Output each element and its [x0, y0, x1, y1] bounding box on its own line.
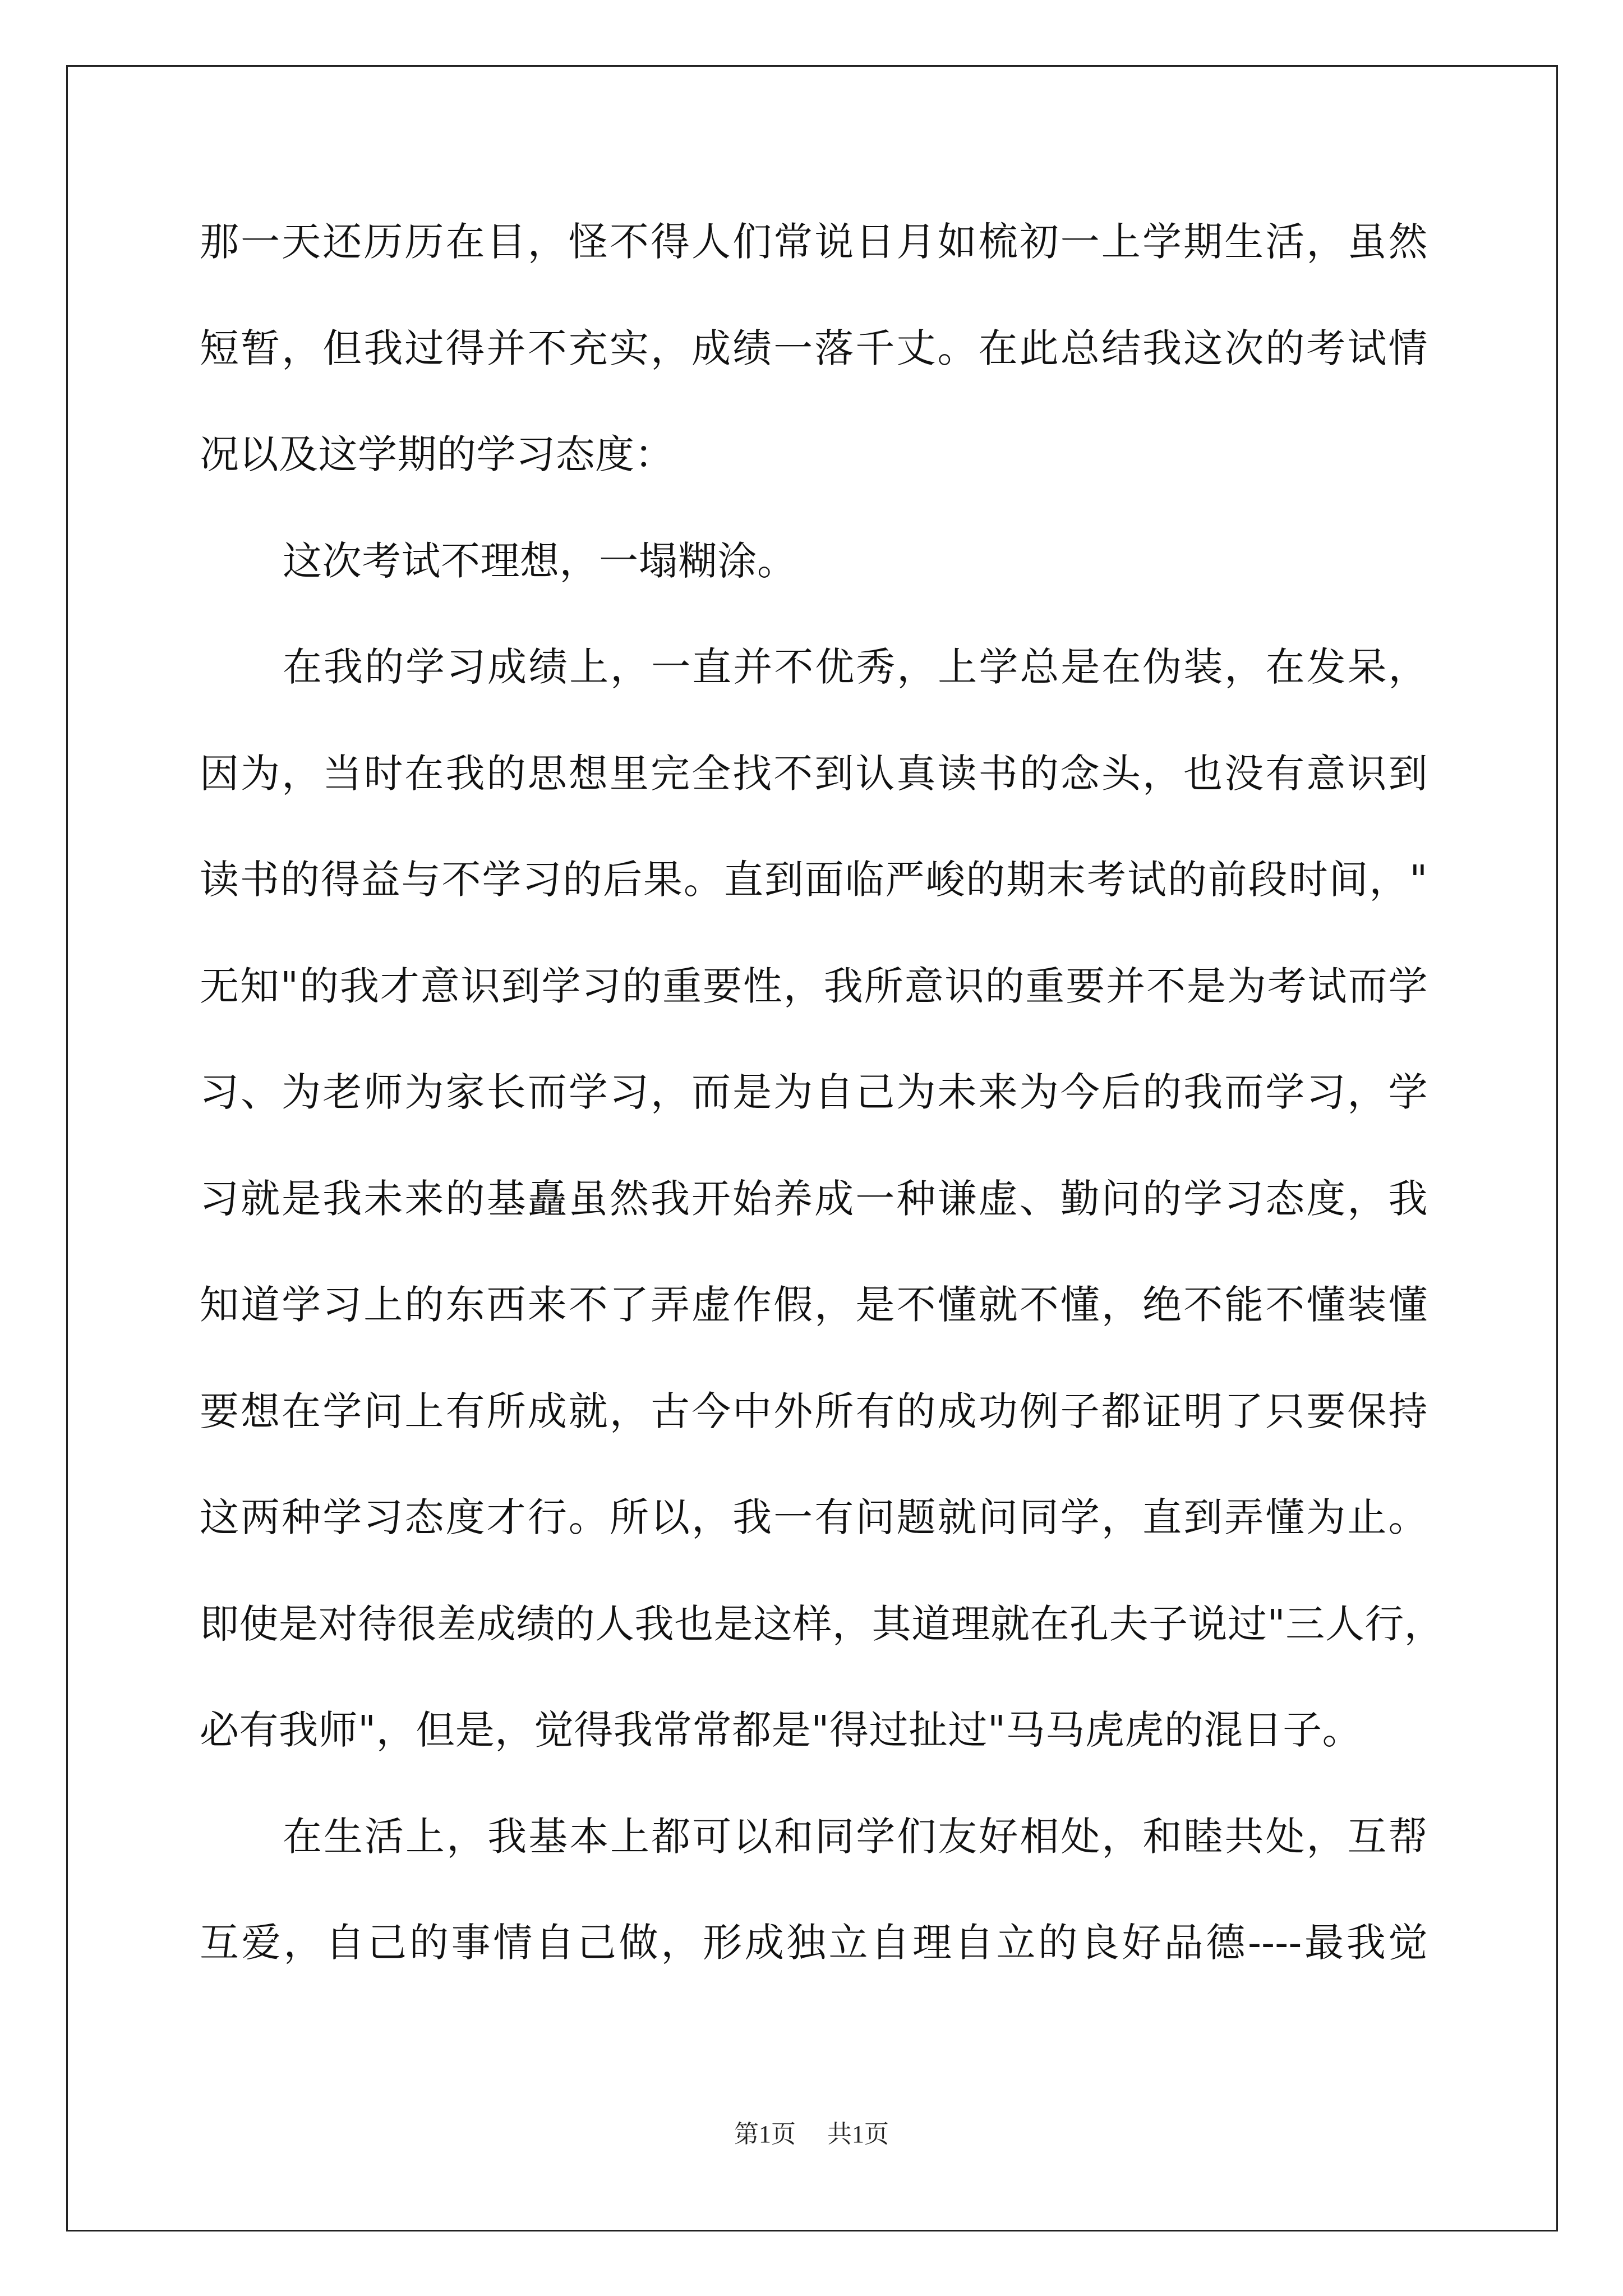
page-number-total: 共1页	[827, 2120, 889, 2148]
text-line: 要想在学问上有所成就，古今中外所有的成功例子都证明了只要保持	[200, 1388, 1428, 1434]
paragraph-start-line: 在生活上，我基本上都可以和同学们友好相处，和睦共处，互帮	[283, 1813, 1428, 1860]
text-line: 必有我师"，但是，觉得我常常都是"得过扯过"马马虎虎的混日子。	[200, 1707, 1362, 1753]
text-line: 习就是我未来的基矗虽然我开始养成一种谦虚、勤问的学习态度，我	[200, 1175, 1428, 1222]
text-line: 短暂，但我过得并不充实，成绩一落千丈。在此总结我这次的考试情	[200, 325, 1428, 371]
text-line: 互爱，自己的事情自己做，形成独立自理自立的良好品德----最我觉	[200, 1920, 1428, 1966]
paragraph-start-line: 在我的学习成绩上，一直并不优秀，上学总是在伪装，在发呆，	[283, 644, 1428, 690]
document-body	[200, 219, 1444, 2030]
text-line: 读书的得益与不学习的后果。直到面临严峻的期末考试的前段时间，"	[200, 857, 1428, 903]
text-line: 因为，当时在我的思想里完全找不到认真读书的念头，也没有意识到	[200, 750, 1428, 797]
text-line: 习、为老师为家长而学习，而是为自己为未来为今后的我而学习，学	[200, 1069, 1428, 1115]
text-line: 知道学习上的东西来不了弄虚作假，是不懂就不懂，绝不能不懂装懂	[200, 1282, 1428, 1328]
text-line: 这两种学习态度才行。所以，我一有问题就问同学，直到弄懂为止。	[200, 1494, 1428, 1540]
text-line: 无知"的我才意识到学习的重要性，我所意识的重要并不是为考试而学	[200, 963, 1428, 1009]
text-line: 即使是对待很差成绩的人我也是这样，其道理就在孔夫子说过"三人行，	[200, 1600, 1444, 1647]
paragraph-start-line: 这次考试不理想，一塌糊涂。	[283, 537, 797, 584]
text-line: 那一天还历历在目，怪不得人们常说日月如梳初一上学期生活，虽然	[200, 219, 1428, 265]
text-line: 况以及这学期的学习态度：	[200, 431, 674, 477]
page-number-current: 第1页	[734, 2120, 796, 2148]
page-footer	[0, 2120, 1623, 2148]
